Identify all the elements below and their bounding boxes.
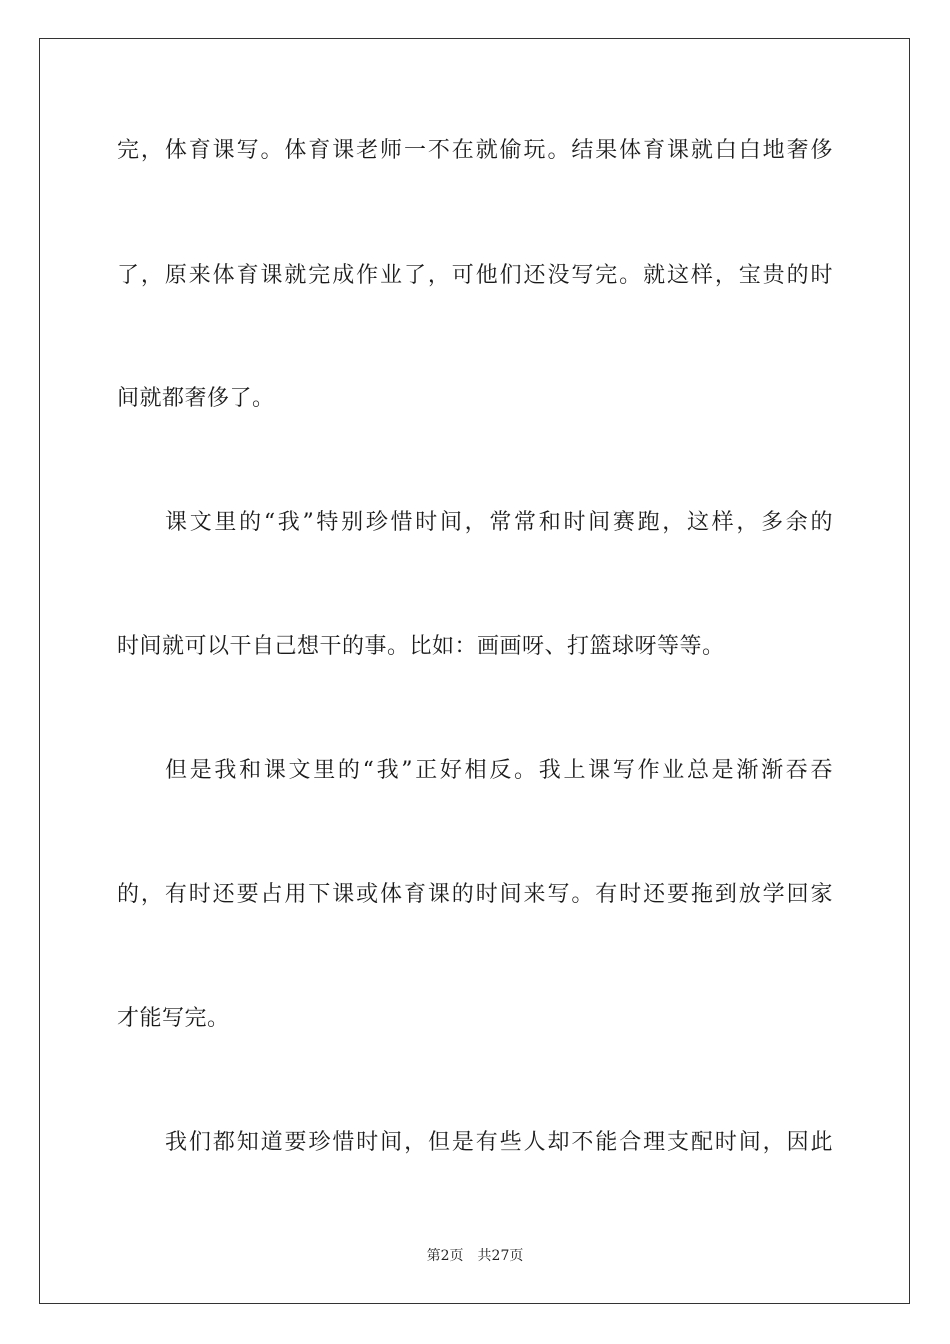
body-text-line: 时间就可以干自己想干的事。比如：画画呀、打篮球呀等等。 <box>117 634 725 659</box>
body-text-line: 的，有时还要占用下课或体育课的时间来写。有时还要拖到放学回家 <box>117 882 833 907</box>
body-text-line: 完，体育课写。体育课老师一不在就偷玩。结果体育课就白白地奢侈 <box>117 138 833 163</box>
body-text-line: 但是我和课文里的“我”正好相反。我上课写作业总是渐渐吞吞 <box>165 758 833 783</box>
body-text-line: 才能写完。 <box>117 1006 230 1031</box>
body-text-line: 间就都奢侈了。 <box>117 386 275 411</box>
page-total: 共27页 <box>477 1248 524 1264</box>
body-text-line: 了，原来体育课就完成作业了，可他们还没写完。就这样，宝贵的时 <box>117 263 833 288</box>
body-text-line: 我们都知道要珍惜时间，但是有些人却不能合理支配时间，因此 <box>165 1130 833 1155</box>
body-text-line: 课文里的“我”特别珍惜时间，常常和时间赛跑，这样，多余的 <box>165 510 833 535</box>
page-number: 第2页 <box>426 1248 464 1264</box>
page-border <box>39 38 910 1304</box>
page-footer <box>0 1246 950 1266</box>
